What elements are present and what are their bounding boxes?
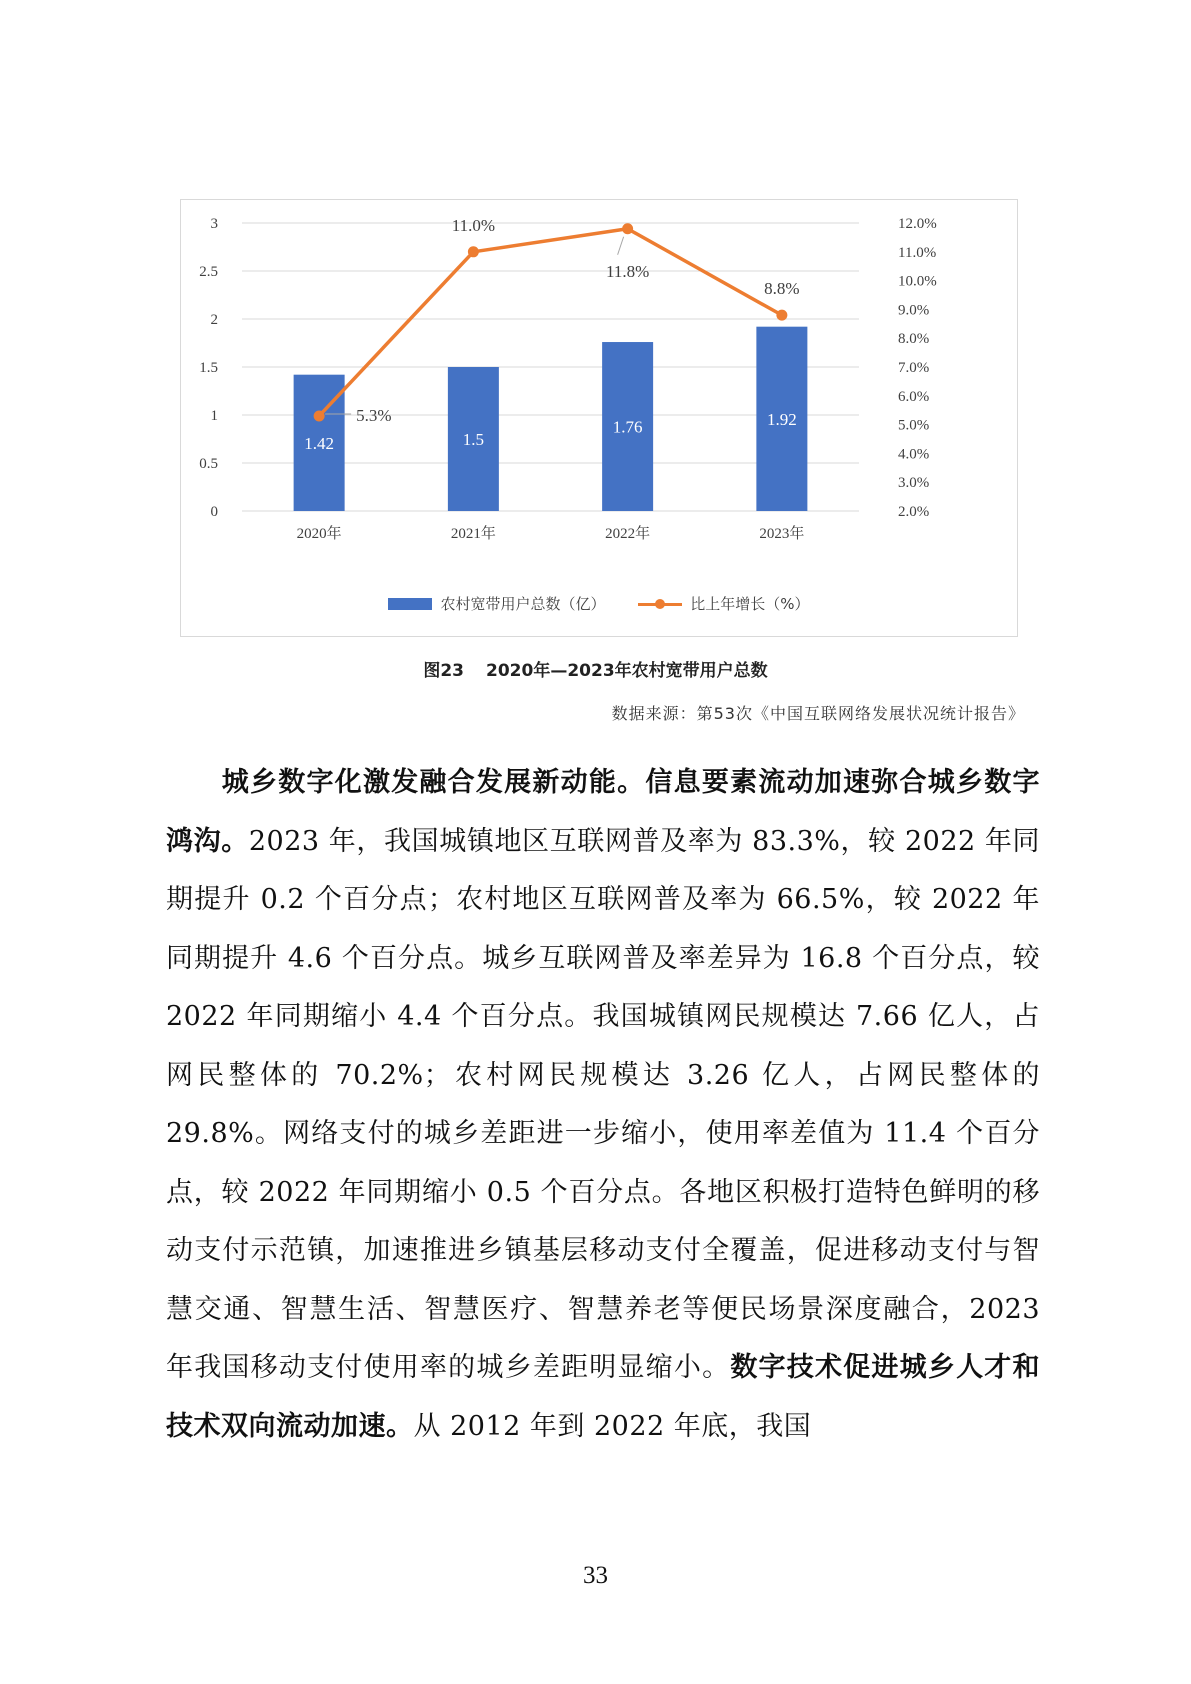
line-point [622, 223, 633, 234]
line-point [314, 410, 325, 421]
y-left-tick-label: 0 [210, 504, 218, 520]
bar-value-label: 1.76 [612, 417, 643, 437]
chart-legend [181, 593, 1017, 614]
figure-title: 2020年—2023年农村宽带用户总数 [486, 661, 768, 681]
y-left-tick-label: 3 [210, 216, 218, 232]
y-left-tick-label: 1 [210, 408, 218, 424]
x-category-label: 2022年 [605, 526, 651, 542]
y-right-tick-label: 4.0% [898, 446, 930, 463]
y-right-tick-label: 12.0% [898, 216, 937, 232]
page-number: 33 [583, 1562, 608, 1589]
y-right-tick-label: 11.0% [898, 244, 937, 261]
legend-item-bar [388, 593, 605, 614]
x-category-label: 2021年 [450, 526, 496, 542]
y-right-tick-label: 5.0% [898, 417, 930, 434]
legend-item-line [638, 593, 809, 614]
x-category-label: 2023年 [759, 526, 805, 542]
y-right-tick-label: 2.0% [898, 504, 930, 520]
y-right-tick-label: 8.0% [898, 331, 930, 348]
body-bold-lead-1: 城乡数字化激发融合发展新动能。信息要素流动加速弥合城乡数字鸿沟。 [166, 767, 1040, 857]
bar-value-label: 1.42 [304, 433, 334, 453]
line-value-label: 11.0% [451, 215, 496, 235]
legend-line-swatch [638, 598, 682, 610]
body-text-1: 2023 年，我国城镇地区互联网普及率为 83.3%，较 2022 年同期提升 0.2 个百分点；农村地区互联网普及率为 66.5%，较 2022 年同期提升 4.6 个百分点。城乡互联网普及率差异为 16.8 个百分点，较 2022 年同期缩小 4.4 个百分点。我国城镇网民规模达 7.66 亿人，占网民整体的 70.2%；农村网民规模达 3.26 亿人，占网民整体的 29.8%。网络支付的城乡差距进一步缩小，使用率差值为 11.4 个百分点，较 2022 年同期缩小 0.5 个百分点。各地区积极打造特色鲜明的移动支付示范镇，加速推进乡镇基层移动支付全覆盖，促进移动支付与智慧交通、智慧生活、智慧医疗、智慧养老等便民场景深度融合，2023 年我国移动支付使用率的城乡差距明显缩小。 [166, 825, 1040, 1383]
y-left-tick-label: 0.5 [199, 456, 218, 472]
figure-source: 数据来源：第53次《中国互联网络发展状况统计报告》 [611, 704, 1025, 723]
line-value-label: 11.8% [605, 261, 650, 281]
figure-caption [0, 656, 1191, 681]
y-left-tick-label: 1.5 [199, 360, 218, 376]
body-bold-lead-2: 数字技术促进城乡人才和技术双向流动加速。 [166, 1352, 1041, 1442]
bar-value-label: 1.5 [462, 430, 484, 449]
legend-bar-label: 农村宽带用户总数（亿） [440, 595, 606, 613]
y-left-tick-label: 2 [210, 312, 218, 328]
growth-line [319, 229, 782, 416]
legend-line-label: 比上年增长（%） [690, 595, 810, 613]
y-right-tick-label: 10.0% [898, 273, 937, 290]
line-value-label: 5.3% [356, 405, 392, 425]
line-point [468, 246, 479, 257]
chart-container [180, 199, 1018, 637]
line-point [776, 310, 787, 321]
y-right-tick-label: 6.0% [898, 388, 930, 405]
body-text-2: 从 2012 年到 2022 年底，我国 [413, 1410, 812, 1442]
legend-bar-swatch [388, 598, 432, 610]
bar-value-label: 1.92 [767, 409, 797, 429]
figure-number: 图23 [423, 661, 465, 681]
y-right-tick-label: 9.0% [898, 302, 930, 319]
y-right-tick-label: 7.0% [898, 360, 930, 376]
line-value-label: 8.8% [764, 279, 800, 299]
body-paragraph [166, 754, 1040, 1456]
label-leader-line [618, 237, 624, 255]
y-left-tick-label: 2.5 [199, 264, 218, 280]
x-category-label: 2020年 [296, 526, 342, 542]
combo-chart [181, 200, 1017, 636]
y-right-tick-label: 3.0% [898, 475, 930, 492]
